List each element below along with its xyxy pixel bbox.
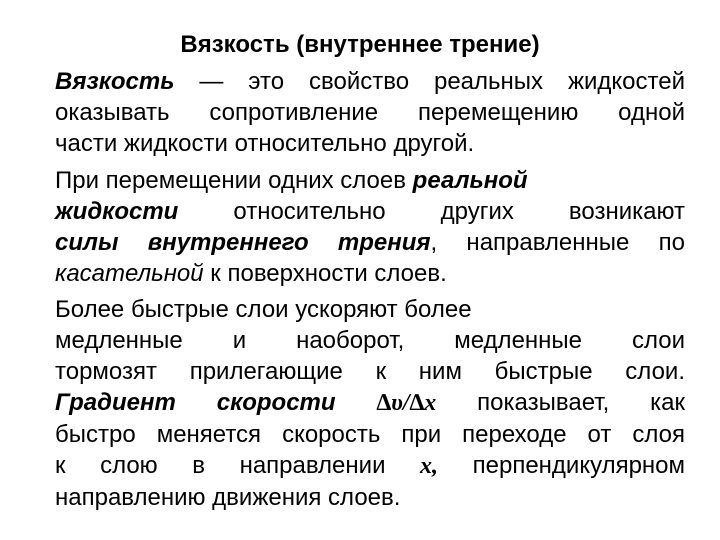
gradient-line-4: [55, 387, 685, 419]
gradient-paragraph: [55, 294, 685, 513]
gradient-text: к слою в направлении: [55, 452, 421, 479]
velocity-gradient-formula: ∆υ/∆x: [376, 390, 437, 416]
gradient-line-5: быстро меняется скорость при переходе от слоя: [55, 421, 685, 448]
definition-line-2: оказывать сопротивление перемещению одной: [55, 99, 685, 126]
gradient-line-6: [55, 450, 685, 482]
direction-variable: x,: [420, 453, 439, 479]
gradient-text: показывает, как: [477, 389, 686, 416]
friction-text: При перемещении одних слоев: [55, 167, 413, 194]
gradient-line-1: Более быстрые слои ускоряют более: [55, 296, 472, 323]
definition-paragraph: [55, 66, 685, 159]
gradient-line-3: тормозят прилегающие к ним быстрые слои.: [55, 358, 685, 385]
term-velocity-gradient: Градиент скорости: [55, 389, 377, 416]
friction-line-3: [55, 227, 685, 258]
friction-text: к поверхности слоев.: [203, 260, 447, 287]
term-real-liquid: реальной: [412, 167, 528, 194]
definition-text: — это свойство реальных жидкостей: [174, 68, 685, 95]
slide-title: Вязкость (внутреннее трение): [180, 31, 540, 58]
friction-paragraph: [55, 165, 685, 289]
friction-line-4: [55, 258, 685, 289]
definition-line-1: [55, 66, 685, 97]
term-viscosity: Вязкость: [55, 68, 175, 95]
definition-line-3: части жидкости относительно другой.: [55, 130, 475, 157]
gradient-line-2: медленные и наоборот, медленные слои: [55, 327, 685, 354]
term-tangent: касательной: [55, 260, 204, 287]
friction-text: , направленные по: [430, 229, 685, 256]
gradient-text: перпендикулярном: [472, 452, 686, 479]
term-liquid: жидкости: [55, 198, 179, 225]
friction-line-1: [55, 165, 685, 196]
term-internal-friction: силы внутреннего трения: [55, 229, 431, 256]
gradient-line-7: направлению движения слоев.: [55, 484, 401, 511]
friction-text: относительно других возникают: [178, 198, 685, 225]
friction-line-2: [55, 196, 685, 227]
